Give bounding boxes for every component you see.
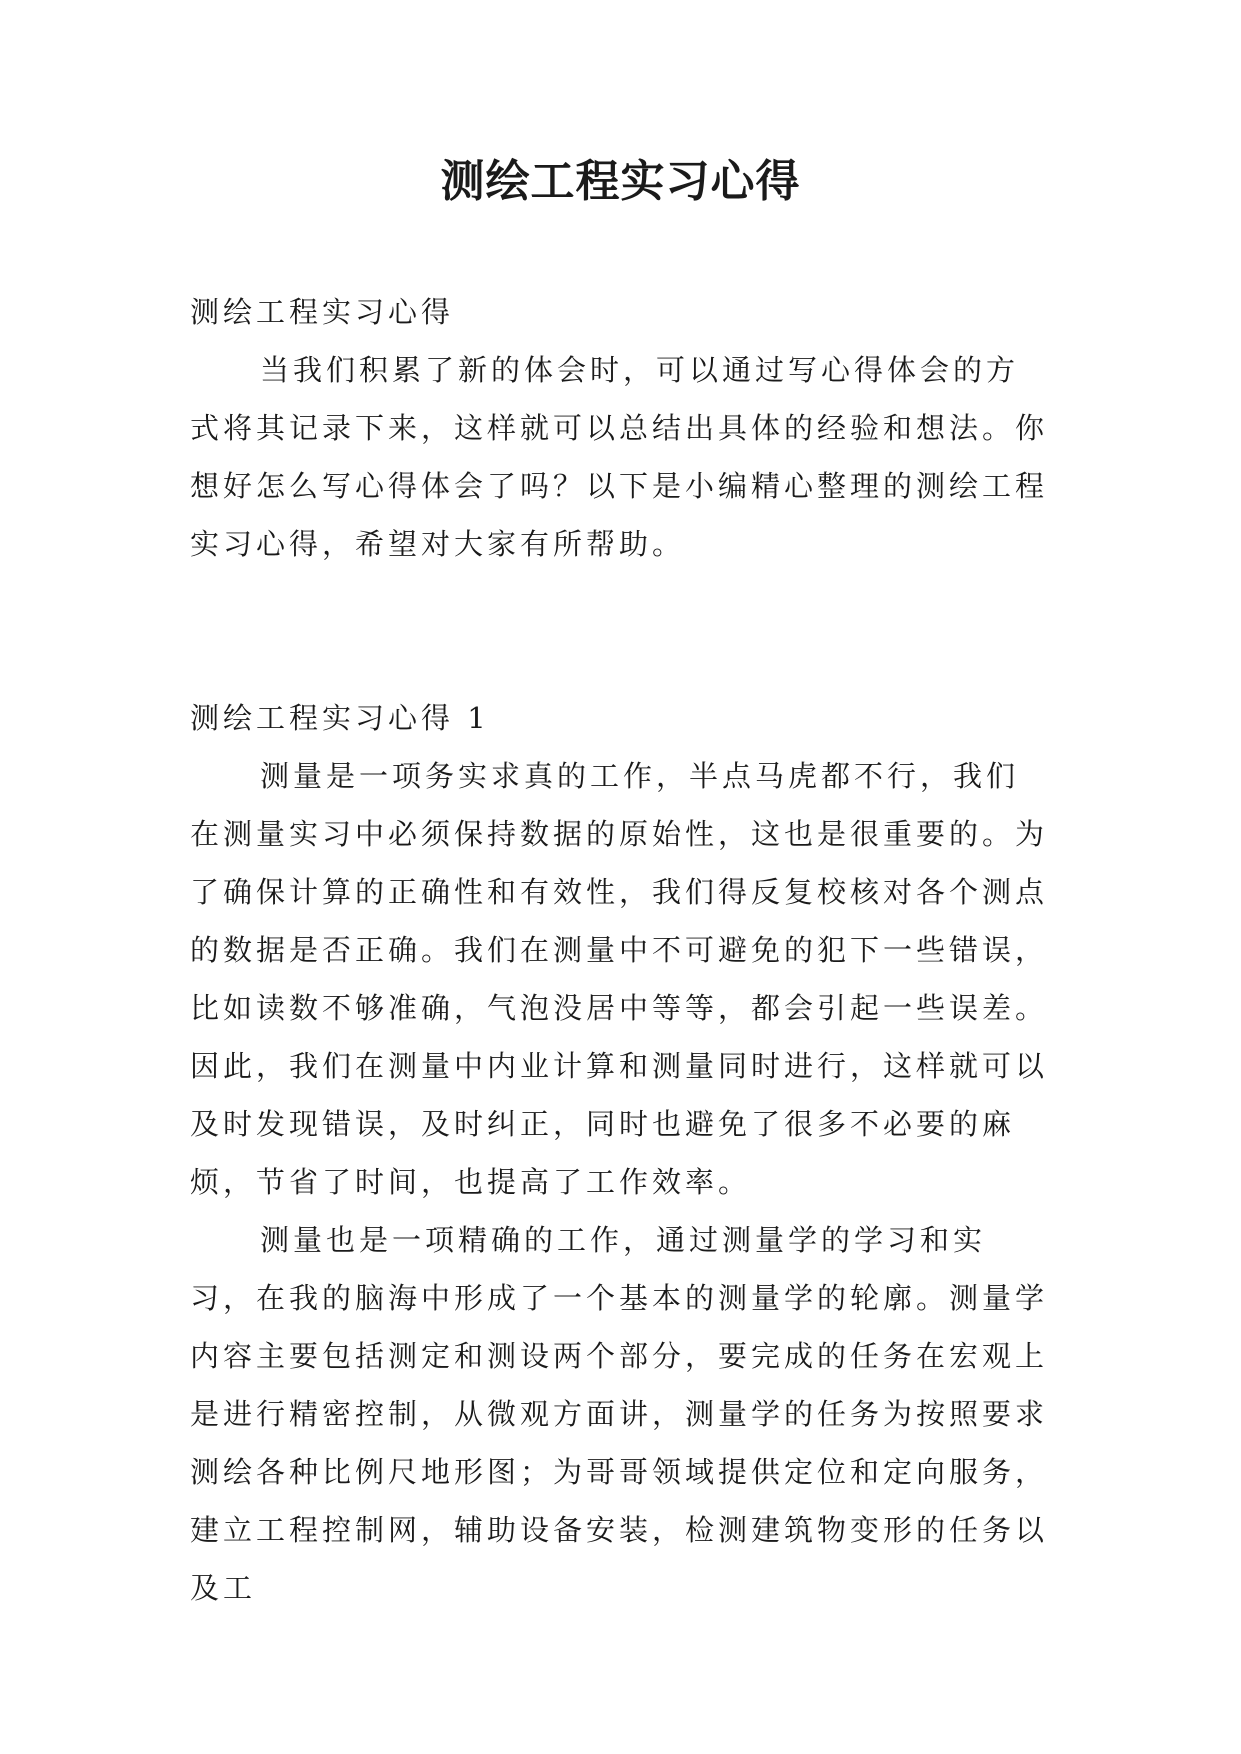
intro-paragraph: 当我们积累了新的体会时，可以通过写心得体会的方式将其记录下来，这样就可以总结出具体的经验和想法。你想好怎么写心得体会了吗？以下是小编精心整理的测绘工程实习心得，希望对大家有所帮助。	[190, 353, 1049, 561]
section-1-heading: 测绘工程实习心得 1	[190, 701, 490, 735]
intro-section	[190, 283, 1050, 573]
section-1-paragraph-2: 测量也是一项精确的工作，通过测量学的学习和实习，在我的脑海中形成了一个基本的测量学的轮廓。测量学内容主要包括测定和测设两个部分，要完成的任务在宏观上是进行精密控制，从微观方面讲，测量学的任务为按照要求测绘各种比例尺地形图；为哥哥领域提供定位和定向服务，建立工程控制网，辅助设备安装，检测建筑物变形的任务以及工	[190, 1223, 1049, 1605]
intro-heading: 测绘工程实习心得	[190, 295, 455, 329]
section-1	[190, 689, 1050, 1617]
document-title: 测绘工程实习心得	[440, 156, 801, 207]
section-1-paragraph-1: 测量是一项务实求真的工作，半点马虎都不行，我们在测量实习中必须保持数据的原始性，这也是很重要的。为了确保计算的正确性和有效性，我们得反复校核对各个测点的数据是否正确。我们在测量中不可避免的犯下一些错误，比如读数不够准确，气泡没居中等等，都会引起一些误差。因此，我们在测量中内业计算和测量同时进行，这样就可以及时发现错误，及时纠正，同时也避免了很多不必要的麻烦，节省了时间，也提高了工作效率。	[190, 759, 1049, 1199]
